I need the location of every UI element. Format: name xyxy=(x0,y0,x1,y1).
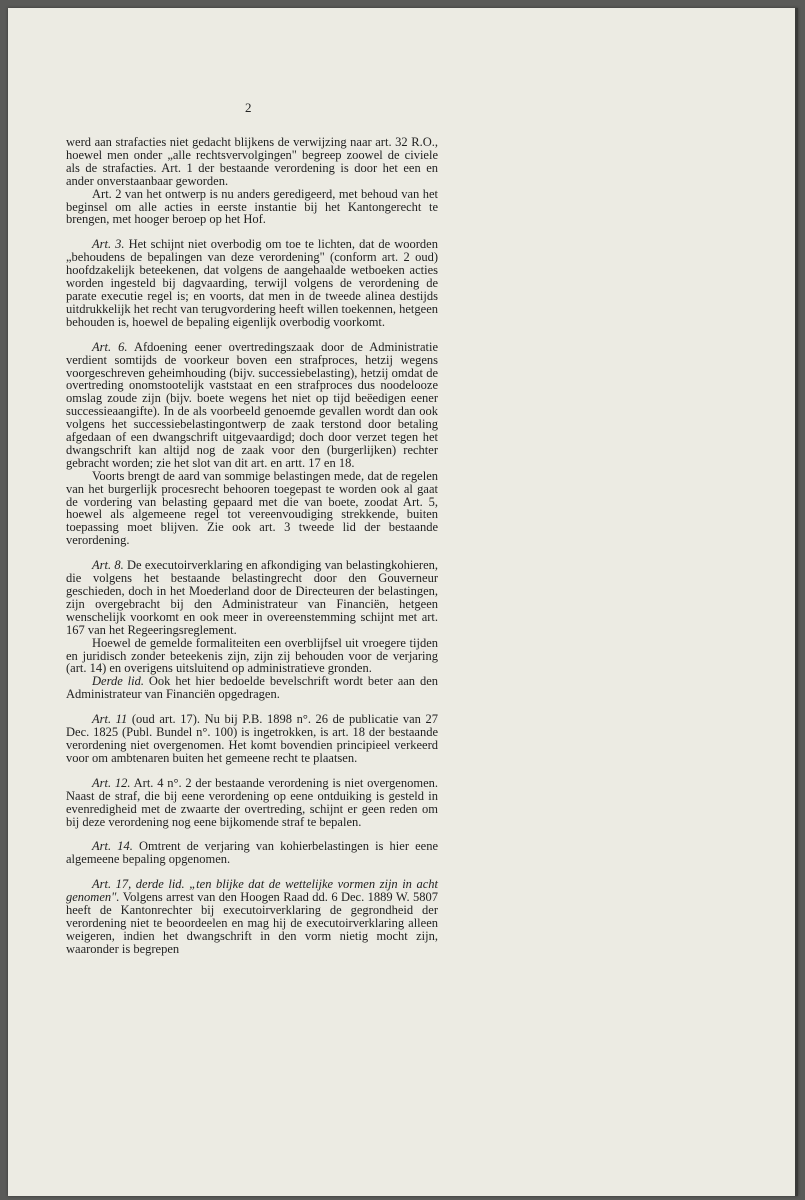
page-edge xyxy=(795,8,798,1196)
article-label: Derde lid. xyxy=(92,674,144,689)
article-paragraph: Art. 11 (oud art. 17). Nu bij P.B. 1898 n°. 26 de publicatie van 27 Dec. 1825 (Publ. Bundel n°. 100) is ingetrokken, is art. 18 der bestaande verordening niet overgenomen. Het komt bovendien principieel verkeerd voor om ambtenaren buiten het gemeene recht te plaatsen. xyxy=(66,712,439,765)
article-label: Art. 8. xyxy=(92,558,124,573)
article-paragraph: Art. 17, derde lid. „ten blijke dat de wettelijke vormen zijn in acht genomen". Volgens arrest van den Hoogen Raad dd. 6 Dec. 1889 W. 5807 heeft de Kantonrechter bij executoirverklaring de gegrondheid der verordening niet te beoordeelen en mag hij de executoirverklaring alleen weigeren, indien het dwangschrift in den vorm nietig mocht zijn, waaronder is begrepen xyxy=(66,877,438,956)
article-label: Art. 12. xyxy=(92,775,131,790)
article-label: Art. 11 xyxy=(92,712,128,727)
article-label: Art. 6. xyxy=(92,339,128,354)
article-paragraph: Art. 12. Art. 4 n°. 2 der bestaande verordening is niet overgenomen. Naast de straf, die bij eene verordening op eene ontduiking is gesteld in evenredigheid met de zwaarte der overtreding, schijnt er geen reden om bij deze verordening nog eene bijkomende straf te bepalen. xyxy=(66,775,439,829)
article-paragraph: Art. 14. Omtrent de verjaring van kohierbelastingen is hier eene algemeene bepaling opgenomen. xyxy=(66,839,438,867)
page-number: 2 xyxy=(245,100,252,115)
article-paragraph: Art. 3. Het schijnt niet overbodig om toe te lichten, dat de woorden „behoudens de bepalingen van deze verordening" (conform art. 2 oud) hoofdzakelijk beteekenen, dat volgens de aangehaalde wetboeken acties worden ingesteld bij dagvaarding, terwijl volgens de verordening de parate executie regel is; en voorts, dat men in de tweede alinea destijds uitdrukkelijk het recht van terugvordering heeft willen toekennen, hetgeen behouden is, hoewel de bepaling eigenlijk overbodig voorkomt. xyxy=(66,237,438,329)
article-label: Art. 17, derde lid. xyxy=(92,877,185,892)
paragraph: Art. 2 van het ontwerp is nu anders geredigeerd, met behoud van het beginsel om alle acties in eerste instantie bij het Kantongerecht te brengen, met hooger beroep op het Hof. xyxy=(66,186,438,227)
article-quote: „ten blijke dat de wettelijke vormen zijn in acht genomen". xyxy=(66,877,438,905)
document-page xyxy=(8,8,798,1196)
paragraph: werd aan strafacties niet gedacht blijkens de verwijzing naar art. 32 R.O., hoewel men onder „alle rechtsvervolgingen" begreep zoowel de civiele als de strafacties. Art. 1 der bestaande verordening is door het een en ander onverstaanbaar geworden. xyxy=(66,135,438,188)
article-label: Art. 3. xyxy=(92,237,125,252)
article-paragraph: Art. 6. Afdoening eener overtredingszaak door de Administratie verdient somtijds de voorkeur boven een strafproces, hetzij wegens voorgeschreven geheimhouding (bijv. successiebelasting), hetzij omdat de overtreding onomstootelijk vaststaat en een strafproces dus noodelooze omslag zoude zijn (bijv. boete wegens het niet op tijd beëedigen eener successieaangifte). In de als voorbeeld genoemde gevallen wordt dan ook volgens het successiebelastingontwerp de zaak terstond door betaling afgedaan of een dwangschrift uitgevaardigd; doch door verzet tegen het dwangschrift kan altijd nog de zaak voor den (burgerlijken) rechter gebracht worden; zie het slot van dit art. en artt. 17 en 18. xyxy=(66,339,438,470)
article-paragraph: Art. 8. De executoirverklaring en afkondiging van belastingkohieren, die volgens het bestaande belastingrecht door den Gouverneur geschieden, doch in het Moederland door de Directeuren der belastingen, zijn overgebracht bij den Administrateur van Financiën, hetgeen wenschelijk voorkomt en ook meer in overeenstemming schijnt met art. 167 van het Regeeringsreglement. xyxy=(66,558,438,637)
body-text xyxy=(66,136,438,956)
paragraph: Derde lid. Ook het hier bedoelde bevelschrift wordt beter aan den Administrateur van Financiën opgedragen. xyxy=(66,674,438,702)
article-label: Art. 14. xyxy=(92,839,133,854)
paragraph: Voorts brengt de aard van sommige belastingen mede, dat de regelen van het burgerlijk procesrecht behooren toegepast te worden ook al gaat de vordering van belasting gepaard met die van boete, zoodat Art. 5, hoewel als algemeene regel tot vereenvoudiging strekkende, buiten toepassing moet blijven. Zie ook art. 3 tweede lid der bestaande verordening. xyxy=(66,468,438,548)
paragraph: Hoewel de gemelde formaliteiten een overblijfsel uit vroegere tijden en juridisch zonder beteekenis zijn, zijn zij behouden voor de verjaring (art. 14) en overigens uitsluitend op administratieve gronden. xyxy=(66,635,438,676)
